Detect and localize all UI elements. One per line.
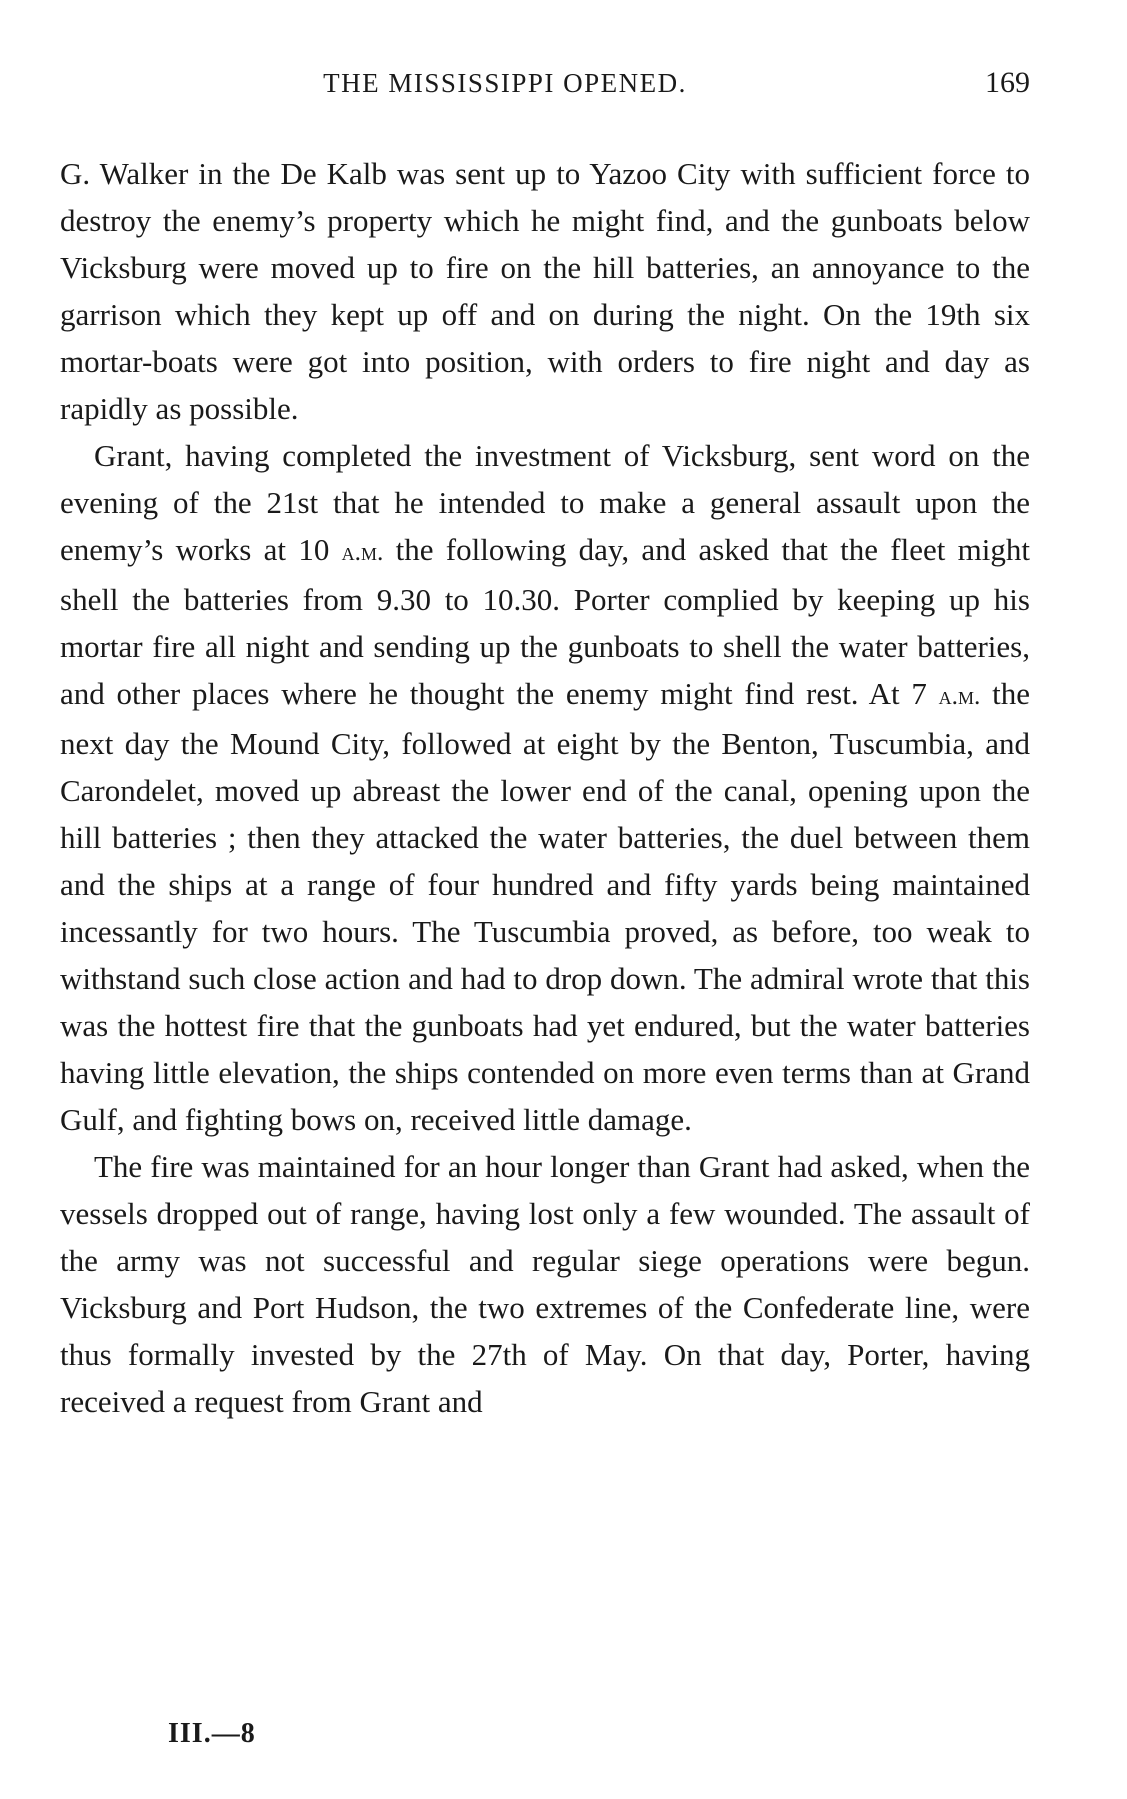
- book-page: [60, 60, 1030, 1425]
- page-number: 169: [985, 66, 1030, 99]
- paragraph-2: [60, 432, 1030, 1143]
- paragraph-3: The fire was maintained for an hour longer than Grant had asked, when the vessels dropped out of range, having lost only a few wounded. The assault of the army was not successful and regular siege operations were begun. Vicksburg and Port Hudson, the two extremes of the Confederate line, were thus formally invested by the 27th of May. On that day, Porter, having received a request from Grant and: [60, 1149, 1030, 1419]
- paragraph-2-part-1: Grant, having completed the investment of Vicksburg, sent word on the evening of the 21st that he intended to make a general assault upon the enemy’s works at 10: [60, 438, 1030, 567]
- body-text: [60, 150, 1030, 1425]
- paragraph-1: G. Walker in the De Kalb was sent up to Yazoo City with sufficient force to destroy the enemy’s property which he might find, and the gunboats below Vicksburg were moved up to fire on the hill batteries, an annoyance to the garrison which they kept up off and on during the night. On the 19th six mortar-boats were got into position, with orders to fire night and day as rapidly as possible.: [60, 156, 1030, 426]
- signature-mark: III.—8: [168, 1718, 256, 1749]
- paragraph-2-part-2: the following day, and asked that the fleet might shell the batteries from 9.30 to 10.30. Porter complied by keeping up his mortar fire all night and sending up the gunboats to shell the water batteries, and other places where he thought the enemy might find rest. At 7: [60, 532, 1030, 711]
- time-am-1: a.m.: [341, 538, 384, 566]
- running-head: [60, 60, 1030, 120]
- paragraph-2-part-3: the next day the Mound City, followed at eight by the Benton, Tuscumbia, and Carondelet, moved up abreast the lower end of the canal, opening upon the hill batteries ; then they attacked the water batteries, the duel between them and the ships at a range of four hundred and fifty yards being maintained incessantly for two hours. The Tuscumbia proved, as before, too weak to withstand such close action and had to drop down. The admiral wrote that this was the hottest fire that the gunboats had yet endured, but the water batteries having little elevation, the ships contended on more even terms than at Grand Gulf, and fighting bows on, received little damage.: [60, 676, 1030, 1137]
- time-am-2: a.m.: [938, 682, 981, 710]
- running-title: THE MISSISSIPPI OPENED.: [323, 68, 687, 98]
